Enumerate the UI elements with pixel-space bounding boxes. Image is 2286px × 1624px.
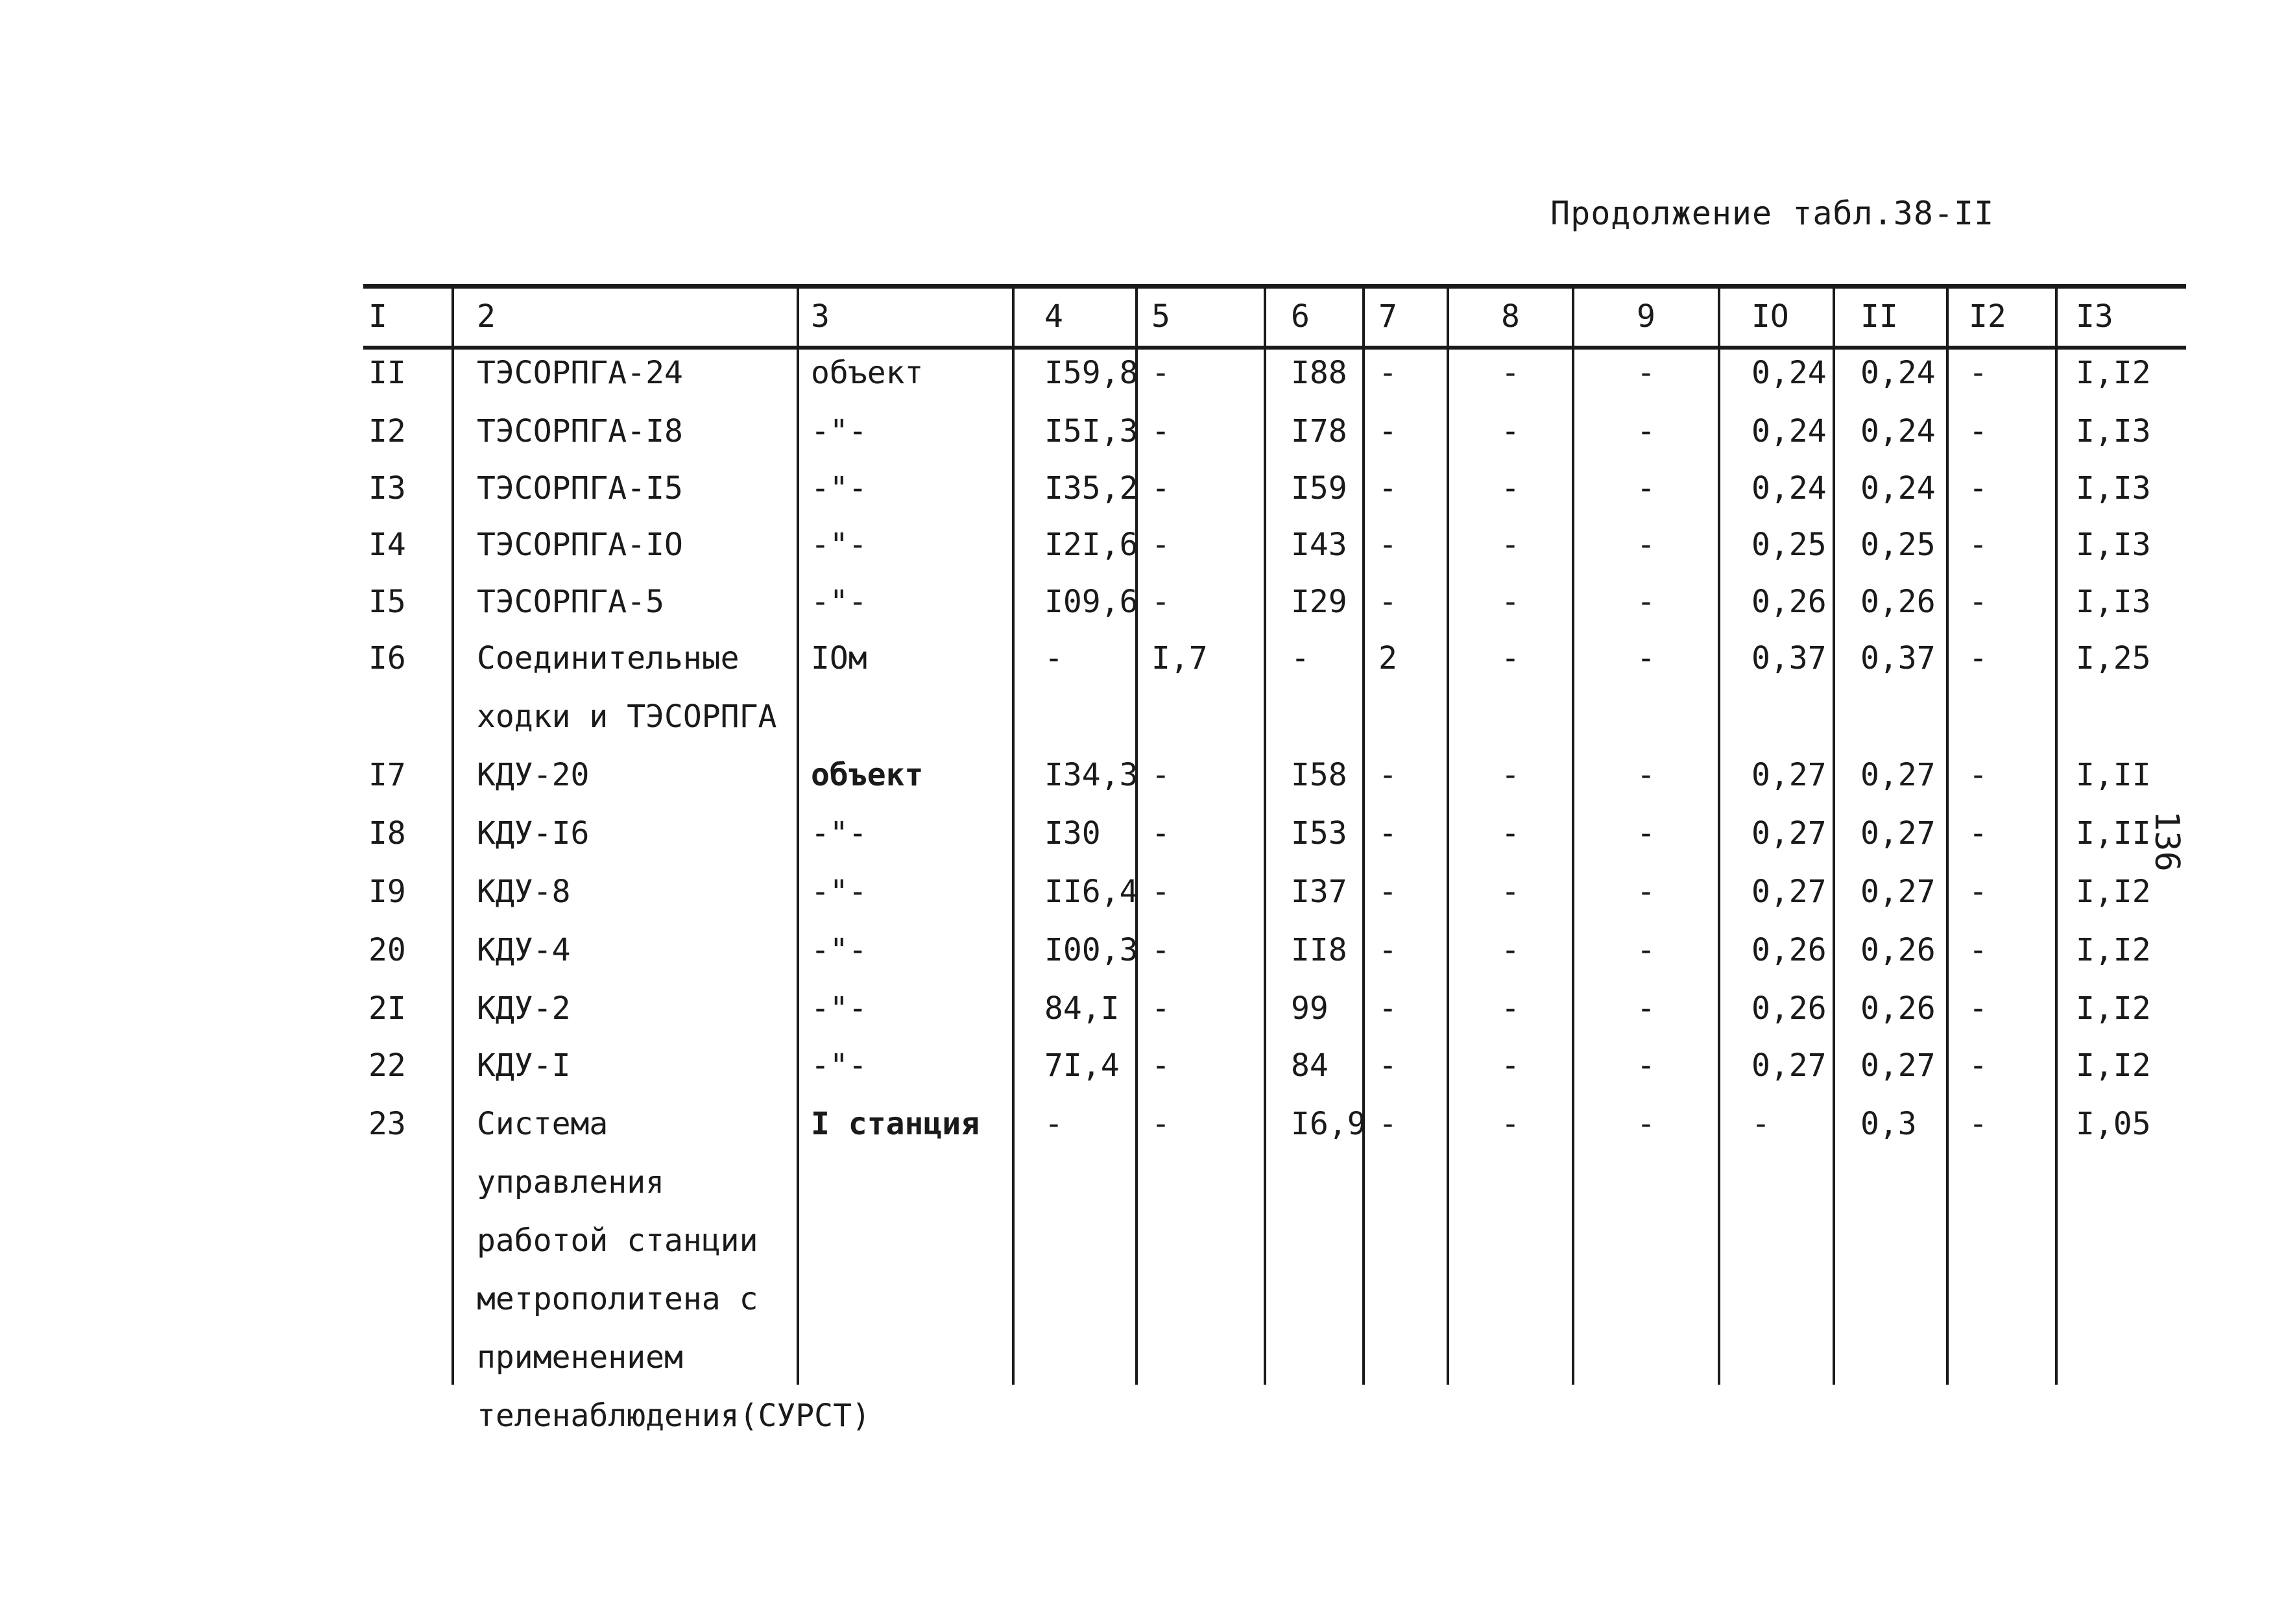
table-cell: 0,27 (1751, 757, 1827, 793)
table-cell: КДУ-20 (477, 757, 590, 793)
table-cell: КДУ-I6 (477, 815, 590, 852)
table-cell: 0,24 (1860, 355, 1936, 391)
table-cell: ТЭСОРПГА-I8 (477, 413, 683, 449)
column-header: IO (1751, 298, 1789, 335)
column-divider (1833, 289, 1835, 1385)
table-cell: I29 (1291, 584, 1347, 620)
table-cell: -"- (811, 584, 867, 620)
table-cell: ТЭСОРПГА-24 (477, 355, 683, 391)
column-header: 9 (1637, 298, 1655, 335)
column-divider (2055, 289, 2058, 1385)
table-cell: 0,26 (1860, 932, 1936, 968)
table-cell: - (1969, 527, 1988, 563)
table-cell: II8 (1291, 932, 1347, 968)
table-cell: - (1637, 990, 1655, 1027)
table-cell: 0,27 (1860, 757, 1936, 793)
table-cell: 0,26 (1751, 932, 1827, 968)
table-cell: 0,24 (1751, 470, 1827, 507)
column-header: I (368, 298, 387, 335)
table-cell: I,I2 (2076, 990, 2151, 1027)
column-header: 3 (811, 298, 830, 335)
table-cell: - (1378, 757, 1397, 793)
table-cell: - (1501, 470, 1520, 507)
table-cell: - (1969, 640, 1988, 676)
table-cell: - (1501, 874, 1520, 910)
row-number: I4 (368, 527, 406, 563)
table-cell: - (1637, 1047, 1655, 1084)
table-cell: ТЭСОРПГА-IO (477, 527, 683, 563)
table-cell: I,05 (2076, 1106, 2151, 1142)
table-cell: - (1378, 355, 1397, 391)
column-divider (451, 289, 454, 1385)
table-cell: - (1969, 584, 1988, 620)
table-cell: - (1151, 470, 1170, 507)
table-cell: 0,25 (1860, 527, 1936, 563)
table-cell: I35,2 (1044, 470, 1138, 507)
table-cell: 0,24 (1751, 413, 1827, 449)
table-cell: - (1378, 815, 1397, 852)
table-cell: 7I,4 (1044, 1047, 1120, 1084)
column-header: 2 (477, 298, 496, 335)
table-cell: -"- (811, 815, 867, 852)
table-cell: - (1637, 932, 1655, 968)
table-cell: Система управления работой станции метрополитена с применением теленаблюдения(СУРСТ) (477, 1106, 871, 1434)
column-header: 5 (1151, 298, 1170, 335)
table-cell: - (1378, 527, 1397, 563)
row-number: I6 (368, 640, 406, 676)
table-cell: - (1044, 640, 1063, 676)
table-cell: - (1637, 1106, 1655, 1142)
table-cell: КДУ-4 (477, 932, 571, 968)
row-number: I3 (368, 470, 406, 507)
table-cell: - (1501, 757, 1520, 793)
table-cell: КДУ-I (477, 1047, 571, 1084)
table-cell: - (1501, 413, 1520, 449)
table-cell: 0,27 (1751, 874, 1827, 910)
table-cell: I станция (811, 1106, 980, 1142)
column-header: 8 (1501, 298, 1520, 335)
table-cell: I,I2 (2076, 874, 2151, 910)
table-cell: - (1637, 815, 1655, 852)
table-cell: - (1501, 815, 1520, 852)
row-number: I2 (368, 413, 406, 449)
table-cell: -"- (811, 932, 867, 968)
page-number: 136 (2147, 811, 2186, 872)
table-cell: - (1751, 1106, 1770, 1142)
table-cell: I,II (2076, 815, 2151, 852)
table-cell: I6,9 (1291, 1106, 1366, 1142)
column-header: I3 (2076, 298, 2113, 335)
table-cell: - (1151, 990, 1170, 1027)
row-number: I5 (368, 584, 406, 620)
table-cell: 0,27 (1860, 815, 1936, 852)
table-cell: -"- (811, 527, 867, 563)
table-cell: I09,6 (1044, 584, 1138, 620)
header-bottom-rule (363, 346, 2186, 350)
table-cell: 0,24 (1751, 355, 1827, 391)
table-cell: - (1637, 640, 1655, 676)
table-cell: I,25 (2076, 640, 2151, 676)
table-cell: 0,27 (1751, 815, 1827, 852)
table-cell: 0,24 (1860, 470, 1936, 507)
row-number: I9 (368, 874, 406, 910)
table-cell: I,I2 (2076, 1047, 2151, 1084)
table-cell: I58 (1291, 757, 1347, 793)
table-cell: - (1151, 757, 1170, 793)
table-cell: - (1969, 355, 1988, 391)
table-cell: I,I2 (2076, 355, 2151, 391)
table-cell: 0,37 (1860, 640, 1936, 676)
table-cell: - (1501, 355, 1520, 391)
row-number: 20 (368, 932, 406, 968)
column-divider (1012, 289, 1015, 1385)
table-cell: I,I3 (2076, 584, 2151, 620)
table-cell: - (1969, 932, 1988, 968)
table-cell: 0,26 (1751, 584, 1827, 620)
row-number: 2I (368, 990, 406, 1027)
table-cell: объект (811, 355, 924, 391)
table-top-rule (363, 284, 2186, 289)
table-cell: I5I,3 (1044, 413, 1138, 449)
table-cell: I,7 (1151, 640, 1208, 676)
table-cell: 2 (1378, 640, 1397, 676)
table-cell: - (1378, 413, 1397, 449)
table-cell: - (1378, 990, 1397, 1027)
table-cell: ТЭСОРПГА-I5 (477, 470, 683, 507)
table-cell: 0,37 (1751, 640, 1827, 676)
table-cell: - (1501, 584, 1520, 620)
table-cell: - (1291, 640, 1310, 676)
table-cell: КДУ-8 (477, 874, 571, 910)
row-number: 23 (368, 1106, 406, 1142)
table-cell: I78 (1291, 413, 1347, 449)
table-cell: 0,27 (1860, 874, 1936, 910)
table-cell: -"- (811, 1047, 867, 1084)
table-cell: - (1378, 932, 1397, 968)
table-cell: 0,3 (1860, 1106, 1917, 1142)
table-caption: Продолжение табл.38-II (1550, 195, 1995, 232)
column-header: 7 (1378, 298, 1397, 335)
table-cell: - (1637, 355, 1655, 391)
table-cell: - (1637, 470, 1655, 507)
table-cell: 99 (1291, 990, 1329, 1027)
table-cell: - (1501, 527, 1520, 563)
table-cell: - (1969, 815, 1988, 852)
table-cell: - (1969, 874, 1988, 910)
row-number: II (368, 355, 406, 391)
table-cell: - (1637, 527, 1655, 563)
table-cell: - (1151, 1047, 1170, 1084)
table-cell: - (1501, 1106, 1520, 1142)
column-divider (1362, 289, 1365, 1385)
row-number: I7 (368, 757, 406, 793)
table-cell: - (1378, 470, 1397, 507)
table-cell: I,I2 (2076, 932, 2151, 968)
table-cell: I34,3 (1044, 757, 1138, 793)
table-cell: - (1637, 874, 1655, 910)
column-divider (1946, 289, 1949, 1385)
table-cell: - (1151, 355, 1170, 391)
table-cell: - (1969, 990, 1988, 1027)
table-cell: - (1151, 815, 1170, 852)
table-cell: Соединительные ходки и ТЭСОРПГА (477, 640, 777, 735)
table-cell: КДУ-2 (477, 990, 571, 1027)
table-cell: I59 (1291, 470, 1347, 507)
table-cell: II6,4 (1044, 874, 1138, 910)
table-cell: 0,27 (1860, 1047, 1936, 1084)
row-number: I8 (368, 815, 406, 852)
row-number: 22 (368, 1047, 406, 1084)
table-cell: I37 (1291, 874, 1347, 910)
table-cell: - (1151, 413, 1170, 449)
table-cell: - (1378, 1106, 1397, 1142)
table-cell: 0,26 (1860, 584, 1936, 620)
table-cell: 84,I (1044, 990, 1120, 1027)
column-header: 4 (1044, 298, 1063, 335)
table-cell: - (1637, 413, 1655, 449)
table-cell: I,I3 (2076, 470, 2151, 507)
table-cell: - (1151, 527, 1170, 563)
table-cell: объект (811, 757, 924, 793)
table-cell: 84 (1291, 1047, 1329, 1084)
table-cell: I2I,6 (1044, 527, 1138, 563)
table-cell: - (1151, 932, 1170, 968)
table-cell: - (1501, 932, 1520, 968)
table-cell: 0,24 (1860, 413, 1936, 449)
table-cell: I43 (1291, 527, 1347, 563)
table-cell: - (1044, 1106, 1063, 1142)
column-header: II (1860, 298, 1898, 335)
table-cell: - (1378, 1047, 1397, 1084)
table-cell: I53 (1291, 815, 1347, 852)
table-cell: - (1969, 1106, 1988, 1142)
table-cell: 0,27 (1751, 1047, 1827, 1084)
table-cell: - (1151, 1106, 1170, 1142)
table-cell: - (1151, 874, 1170, 910)
table-cell: I,I3 (2076, 527, 2151, 563)
table-cell: -"- (811, 990, 867, 1027)
table-cell: - (1501, 990, 1520, 1027)
table-cell: -"- (811, 874, 867, 910)
table-cell: 0,26 (1860, 990, 1936, 1027)
table-cell: 0,25 (1751, 527, 1827, 563)
table-cell: I,II (2076, 757, 2151, 793)
table-cell: I,I3 (2076, 413, 2151, 449)
table-cell: - (1501, 640, 1520, 676)
table-cell: I88 (1291, 355, 1347, 391)
table-cell: - (1501, 1047, 1520, 1084)
table-cell: - (1637, 584, 1655, 620)
table-cell: IOм (811, 640, 867, 676)
table-cell: -"- (811, 413, 867, 449)
table-cell: 0,26 (1751, 990, 1827, 1027)
table-cell: - (1969, 1047, 1988, 1084)
column-header: 6 (1291, 298, 1310, 335)
table-cell: - (1969, 757, 1988, 793)
table-cell: - (1151, 584, 1170, 620)
table-cell: -"- (811, 470, 867, 507)
table-cell: ТЭСОРПГА-5 (477, 584, 664, 620)
column-header: I2 (1969, 298, 2006, 335)
table-cell: - (1378, 584, 1397, 620)
column-divider (1264, 289, 1266, 1385)
table-cell: - (1637, 757, 1655, 793)
table-cell: I59,8 (1044, 355, 1138, 391)
table-cell: - (1969, 413, 1988, 449)
table-cell: - (1378, 874, 1397, 910)
table-cell: - (1969, 470, 1988, 507)
column-divider (1135, 289, 1138, 1385)
table-cell: I30 (1044, 815, 1101, 852)
table-cell: I00,3 (1044, 932, 1138, 968)
